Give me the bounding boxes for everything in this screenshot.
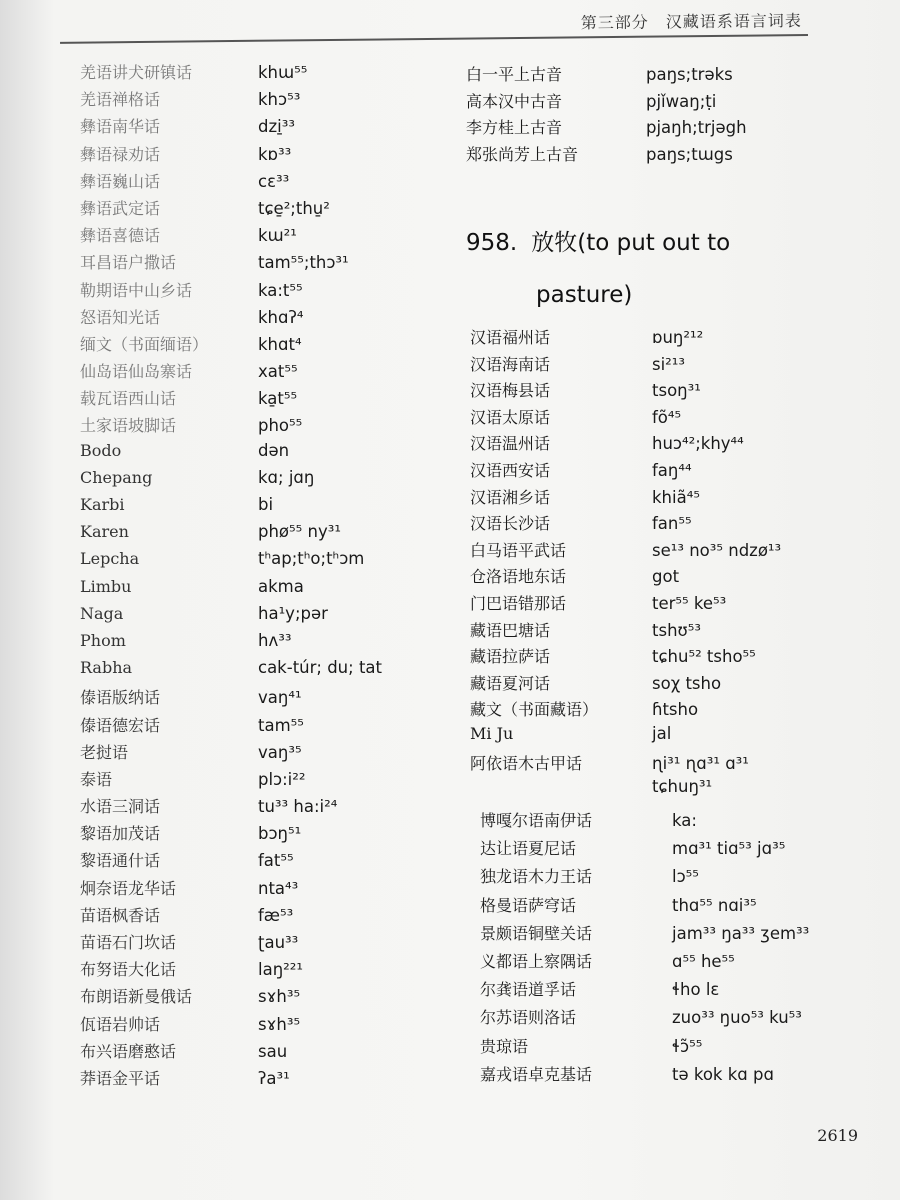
word-form: khɑʔ⁴ bbox=[258, 307, 304, 327]
language-name: 汉语长沙话 bbox=[470, 514, 551, 534]
language-name: 彝语喜德话 bbox=[80, 226, 161, 246]
word-form: pho⁵⁵ bbox=[258, 416, 303, 436]
language-name: Rabha bbox=[80, 658, 133, 678]
word-entry-row bbox=[466, 115, 747, 142]
word-form: faŋ⁴⁴ bbox=[652, 460, 692, 480]
language-name: 怒语知光话 bbox=[80, 307, 161, 327]
word-form: tʰap;tʰo;tʰɔm bbox=[258, 549, 365, 569]
word-entry-row bbox=[480, 1034, 809, 1062]
language-name: 莽语金平话 bbox=[80, 1068, 161, 1088]
word-form: phø⁵⁵ ny³¹ bbox=[258, 522, 341, 542]
language-name: 藏语拉萨话 bbox=[470, 647, 551, 667]
language-name: 郑张尚芳上古音 bbox=[466, 144, 579, 164]
word-form: vaŋ³⁵ bbox=[258, 742, 302, 762]
word-form: cɛ³³ bbox=[258, 171, 290, 191]
language-name: 景颇语铜壁关话 bbox=[480, 923, 593, 943]
word-entry-row bbox=[80, 577, 382, 604]
language-name: 格曼语萨穹话 bbox=[480, 895, 577, 915]
word-form: sɤh³⁵ bbox=[258, 1014, 301, 1034]
word-entry-row bbox=[80, 169, 382, 196]
word-form: huɔ⁴²;khy⁴⁴ bbox=[652, 434, 744, 454]
entry-heading bbox=[466, 224, 730, 257]
word-form: sau bbox=[258, 1041, 288, 1061]
word-entry-row bbox=[470, 618, 781, 645]
word-form: ʈau³³ bbox=[258, 933, 299, 952]
word-entry-row bbox=[80, 495, 382, 522]
word-form: mɑ³¹ tiɑ⁵³ jɑ³⁵ bbox=[672, 839, 786, 859]
language-name: 博嘎尔语南伊话 bbox=[480, 811, 593, 830]
word-form: tɕhu⁵² tsho⁵⁵ bbox=[652, 647, 756, 667]
language-name: 黎语通什话 bbox=[80, 851, 161, 871]
word-form: akma bbox=[258, 576, 304, 596]
word-entry-row bbox=[80, 903, 382, 930]
word-form: tu³³ ha:i²⁴ bbox=[258, 797, 338, 817]
word-entry-row bbox=[80, 522, 382, 549]
word-entry-row bbox=[470, 751, 781, 778]
word-form: ka:t⁵⁵ bbox=[258, 280, 303, 300]
word-form: jam³³ ŋa³³ ʒem³³ bbox=[672, 923, 810, 943]
word-entry-row bbox=[80, 386, 382, 413]
language-name: 独龙语木力王话 bbox=[480, 867, 593, 887]
word-entry-row bbox=[80, 87, 382, 114]
word-form: sɤh³⁵ bbox=[258, 987, 301, 1007]
word-entry-row bbox=[80, 984, 382, 1011]
word-entry-row bbox=[80, 278, 382, 305]
language-name: 尔龚语道孚话 bbox=[480, 980, 577, 1000]
word-entry-row bbox=[80, 114, 382, 141]
word-entry-row bbox=[80, 1066, 382, 1093]
language-name: 载瓦语西山话 bbox=[80, 389, 177, 409]
word-entry-row bbox=[80, 713, 382, 740]
language-name: 阿依语木古甲话 bbox=[470, 753, 583, 773]
word-entry-row bbox=[470, 591, 781, 618]
word-entry-row bbox=[470, 405, 781, 432]
word-entry-row bbox=[470, 644, 781, 671]
word-form: ter⁵⁵ ke⁵³ bbox=[652, 593, 727, 613]
language-name: 布努语大化话 bbox=[80, 960, 177, 980]
word-entry-row bbox=[480, 893, 809, 921]
word-form: tam⁵⁵ bbox=[258, 715, 304, 735]
word-entry-row bbox=[470, 538, 781, 565]
header-title: 第三部分 汉藏语系语言词表 bbox=[580, 11, 802, 33]
word-form: vaŋ⁴¹ bbox=[258, 688, 302, 708]
word-entry-row bbox=[80, 60, 382, 87]
word-form: ɳi³¹ ɳɑ³¹ ɑ³¹ bbox=[652, 753, 749, 773]
word-form: zuo³³ ŋuo⁵³ ku⁵³ bbox=[672, 1008, 802, 1028]
word-form: ka: bbox=[672, 811, 697, 830]
word-entry-row bbox=[80, 332, 382, 359]
word-form: ʔa³¹ bbox=[258, 1068, 290, 1088]
word-form: fan⁵⁵ bbox=[652, 514, 692, 534]
word-entry-row bbox=[80, 604, 382, 631]
language-name: 布兴语磨憨话 bbox=[80, 1041, 177, 1061]
word-entry-row bbox=[80, 794, 382, 821]
word-entry-row bbox=[80, 468, 382, 495]
language-name: Lepcha bbox=[80, 549, 140, 569]
language-name: 耳昌语户撒话 bbox=[80, 253, 177, 273]
language-name: 汉语海南话 bbox=[470, 354, 551, 374]
language-name: 尔苏语则洛话 bbox=[480, 1008, 577, 1028]
word-entry-row bbox=[80, 142, 382, 169]
word-form: se¹³ no³⁵ ndzø¹³ bbox=[652, 540, 782, 560]
word-form: ɒuŋ²¹² bbox=[652, 328, 704, 347]
word-entry-row bbox=[80, 658, 382, 685]
language-name: 白马语平武话 bbox=[470, 540, 567, 560]
language-name: 佤语岩帅话 bbox=[80, 1014, 161, 1034]
word-form: kɒ³³ bbox=[258, 144, 292, 164]
word-form: kɯ²¹ bbox=[258, 226, 297, 246]
entry-number: 958. bbox=[466, 230, 518, 256]
word-form: got bbox=[652, 567, 680, 587]
language-name: Karen bbox=[80, 522, 129, 542]
word-entry-row bbox=[470, 777, 781, 804]
word-entry-row bbox=[80, 767, 382, 794]
word-form: ka̱t⁵⁵ bbox=[258, 389, 298, 409]
language-name: 义都语上察隅话 bbox=[480, 951, 593, 971]
word-entry-row bbox=[480, 836, 809, 864]
word-entry-row bbox=[470, 697, 781, 724]
word-entry-row bbox=[466, 62, 747, 89]
language-name: 贵琼语 bbox=[480, 1036, 529, 1056]
word-entry-row bbox=[80, 876, 382, 903]
language-name: 李方桂上古音 bbox=[466, 118, 563, 137]
language-name: 水语三洞话 bbox=[80, 797, 161, 817]
word-entry-row bbox=[480, 808, 809, 836]
word-entry-row bbox=[80, 441, 382, 468]
word-form: dən bbox=[258, 440, 290, 460]
language-name: 傣语德宏话 bbox=[80, 715, 161, 735]
word-entry-row bbox=[470, 378, 781, 405]
word-form: tɕe̱²;thu̱² bbox=[258, 198, 330, 218]
word-entry-row bbox=[470, 325, 781, 352]
language-name: 汉语温州话 bbox=[470, 434, 551, 454]
entry-title-line2: pasture) bbox=[536, 282, 633, 308]
language-name: 汉语太原话 bbox=[470, 407, 551, 427]
word-form: tsoŋ³¹ bbox=[652, 381, 701, 401]
word-form: tɕhuŋ³¹ bbox=[652, 777, 713, 797]
language-name: Karbi bbox=[80, 495, 125, 514]
language-name: 高本汉中古音 bbox=[466, 91, 563, 111]
word-entry-row bbox=[470, 431, 781, 458]
word-form: tshʊ⁵³ bbox=[652, 620, 701, 640]
word-form: hʌ³³ bbox=[258, 630, 292, 650]
language-name: Mi Ju bbox=[470, 723, 514, 743]
word-entry-row bbox=[480, 921, 809, 949]
word-form: fat⁵⁵ bbox=[258, 851, 294, 871]
word-form: cak-túr; du; tat bbox=[258, 658, 382, 678]
word-form: ɑ⁵⁵ he⁵⁵ bbox=[672, 951, 735, 971]
language-name: 羌语禅格话 bbox=[80, 90, 161, 110]
word-form: pjaŋh;trjəgh bbox=[646, 118, 747, 137]
language-name: Phom bbox=[80, 630, 126, 650]
word-form: paŋs;trəks bbox=[646, 65, 733, 84]
language-name: 泰语 bbox=[80, 769, 113, 789]
language-name: 汉语西安话 bbox=[470, 460, 551, 480]
page-number: 2619 bbox=[817, 1126, 858, 1145]
language-name: 汉语湘乡话 bbox=[470, 487, 551, 507]
word-entry-row bbox=[80, 413, 382, 440]
language-name: 土家语坡脚话 bbox=[80, 416, 177, 436]
word-form: paŋs;tɯgs bbox=[646, 144, 733, 164]
language-name: 白一平上古音 bbox=[466, 65, 563, 84]
word-entry-row bbox=[470, 564, 781, 591]
language-name: 勒期语中山乡话 bbox=[80, 280, 193, 300]
language-name: 嘉戎语卓克基话 bbox=[480, 1064, 593, 1084]
word-form: khɑt⁴ bbox=[258, 334, 302, 354]
word-form: thɑ⁵⁵ nɑi³⁵ bbox=[672, 895, 757, 915]
word-entry-row bbox=[470, 724, 781, 751]
word-form: si²¹³ bbox=[652, 354, 686, 374]
language-name: 彝语巍山话 bbox=[80, 171, 161, 191]
language-name: 缅文（书面缅语） bbox=[80, 334, 209, 354]
word-form: khɔ⁵³ bbox=[258, 90, 301, 110]
word-form: ɬɔ̃⁵⁵ bbox=[672, 1036, 703, 1056]
word-entry-row bbox=[80, 196, 382, 223]
word-entry-row bbox=[80, 631, 382, 658]
word-entry-row bbox=[470, 352, 781, 379]
word-entry-row bbox=[480, 1062, 809, 1090]
word-entry-row bbox=[470, 485, 781, 512]
word-form: xat⁵⁵ bbox=[258, 362, 298, 382]
right-column-top-list bbox=[466, 62, 747, 168]
language-name: 老挝语 bbox=[80, 742, 129, 762]
word-entry-row bbox=[480, 949, 809, 977]
word-form: tə kok kɑ pɑ bbox=[672, 1064, 774, 1084]
word-entry-row bbox=[80, 685, 382, 712]
language-name: 苗语枫香话 bbox=[80, 905, 161, 925]
word-entry-row bbox=[470, 458, 781, 485]
word-form: ha¹y;pər bbox=[258, 603, 328, 623]
word-entry-row bbox=[480, 977, 809, 1005]
word-form: jal bbox=[652, 723, 672, 743]
language-name: 藏文（书面藏语） bbox=[470, 700, 599, 720]
word-entry-row bbox=[80, 740, 382, 767]
word-entry-row bbox=[470, 511, 781, 538]
language-name: 苗语石门坎话 bbox=[80, 933, 177, 952]
language-name: Chepang bbox=[80, 467, 153, 487]
word-entry-row bbox=[466, 142, 747, 169]
word-entry-row bbox=[80, 223, 382, 250]
word-form: ɬho lɛ bbox=[672, 980, 720, 1000]
language-name: 彝语南华话 bbox=[80, 117, 161, 137]
word-form: bi bbox=[258, 495, 274, 514]
language-name: 达让语夏尼话 bbox=[480, 839, 577, 859]
language-name: 彝语武定话 bbox=[80, 198, 161, 218]
word-form: fõ⁴⁵ bbox=[652, 407, 682, 427]
word-form: soχ tsho bbox=[652, 673, 722, 693]
word-entry-row bbox=[470, 671, 781, 698]
word-form: nta⁴³ bbox=[258, 878, 299, 898]
language-name: 藏语夏河话 bbox=[470, 673, 551, 693]
word-form: pjǐwaŋ;ṭi bbox=[646, 91, 717, 111]
word-entry-row bbox=[80, 1012, 382, 1039]
word-entry-row bbox=[80, 848, 382, 875]
right-column-word-list-continued bbox=[480, 808, 809, 1090]
word-form: fæ⁵³ bbox=[258, 905, 294, 925]
language-name: 羌语讲犬研镇话 bbox=[80, 63, 193, 82]
word-form: khiã⁴⁵ bbox=[652, 487, 700, 507]
language-name: 仙岛语仙岛寨话 bbox=[80, 362, 193, 382]
word-form: khɯ⁵⁵ bbox=[258, 63, 308, 82]
word-form: bɔŋ⁵¹ bbox=[258, 824, 302, 844]
word-entry-row bbox=[80, 821, 382, 848]
word-entry-row bbox=[80, 359, 382, 386]
language-name: 黎语加茂话 bbox=[80, 824, 161, 844]
language-name: 藏语巴塘话 bbox=[470, 620, 551, 640]
word-entry-row bbox=[480, 1005, 809, 1033]
language-name: 门巴语错那话 bbox=[470, 593, 567, 613]
word-form: lɔ⁵⁵ bbox=[672, 867, 699, 887]
running-header bbox=[60, 0, 808, 44]
word-entry-row bbox=[80, 549, 382, 576]
word-entry-row bbox=[80, 250, 382, 277]
language-name: Limbu bbox=[80, 576, 132, 596]
language-name: 彝语禄劝话 bbox=[80, 144, 161, 164]
word-form: tam⁵⁵;thɔ³¹ bbox=[258, 253, 349, 273]
language-name: 汉语福州话 bbox=[470, 328, 551, 347]
word-form: ɦtsho bbox=[652, 700, 699, 720]
word-form: plɔ:i²² bbox=[258, 769, 306, 789]
word-entry-row bbox=[480, 864, 809, 892]
language-name: 布朗语新曼俄话 bbox=[80, 987, 193, 1007]
word-form: kɑ; jɑŋ bbox=[258, 467, 315, 487]
word-entry-row bbox=[80, 957, 382, 984]
word-entry-row bbox=[80, 305, 382, 332]
right-column-word-list bbox=[470, 325, 781, 804]
word-entry-row bbox=[80, 1039, 382, 1066]
language-name: Bodo bbox=[80, 440, 122, 460]
entry-title-line1: 放牧(to put out to bbox=[531, 230, 731, 256]
language-name: 汉语梅县话 bbox=[470, 381, 551, 401]
word-form: laŋ²²¹ bbox=[258, 960, 303, 980]
language-name: Naga bbox=[80, 603, 124, 623]
word-entry-row bbox=[80, 930, 382, 957]
language-name: 傣语版纳话 bbox=[80, 688, 161, 708]
language-name: 炯奈语龙华话 bbox=[80, 878, 177, 898]
left-column-word-list bbox=[80, 60, 382, 1093]
language-name: 仓洛语地东话 bbox=[470, 567, 567, 587]
word-entry-row bbox=[466, 89, 747, 116]
word-form: dzi̱³³ bbox=[258, 117, 295, 137]
